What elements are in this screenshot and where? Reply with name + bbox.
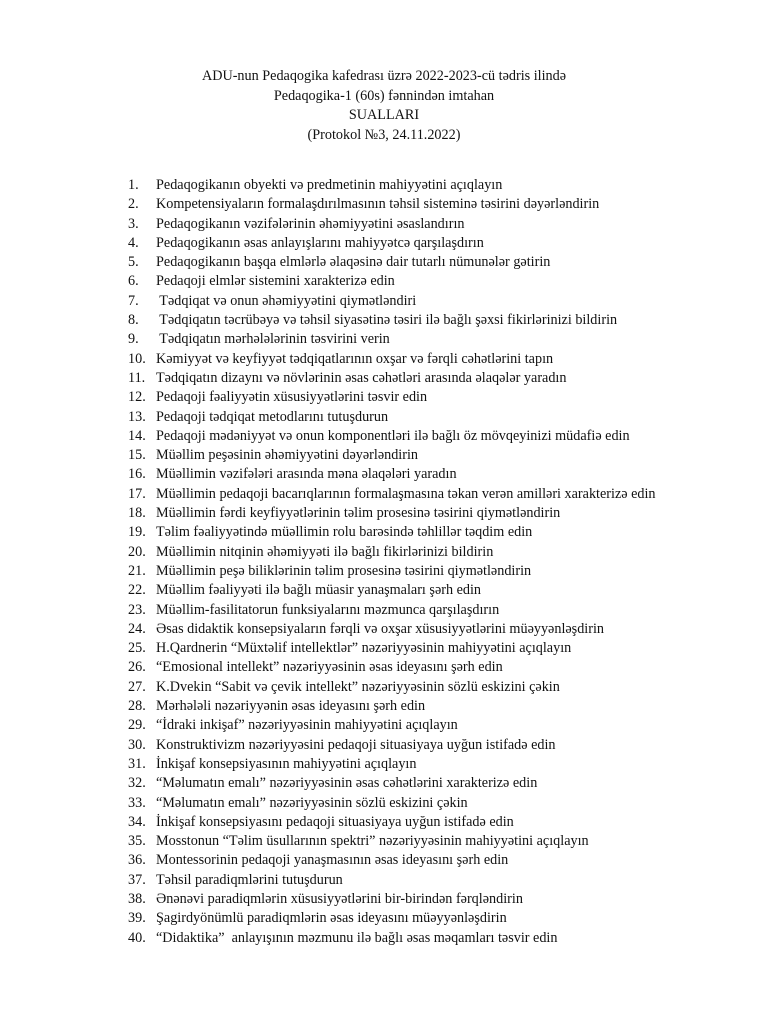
question-item — [128, 562, 656, 581]
question-number: 16. — [128, 466, 146, 483]
question-text: Müəllimin pedaqoji bacarıqlarının formalaşmasına təkan verən amilləri xarakterizə edin — [156, 485, 656, 502]
question-number: 34. — [128, 813, 146, 830]
question-number: 29. — [128, 717, 146, 734]
question-number: 12. — [128, 389, 146, 406]
question-number: 31. — [128, 755, 146, 772]
question-number: 19. — [128, 524, 146, 541]
question-number: 3. — [128, 215, 139, 232]
question-item — [128, 292, 656, 311]
question-number: 10. — [128, 350, 146, 367]
question-number: 18. — [128, 505, 146, 522]
question-text: Müəllimin peşə biliklərinin təlim prosesinə təsirini qiymətləndirin — [156, 562, 532, 579]
question-item — [128, 465, 656, 484]
question-item — [128, 369, 656, 388]
question-text: Müəllim-fasilitatorun funksiyalarını məzmunca qarşılaşdırın — [156, 601, 500, 618]
question-item — [128, 813, 656, 832]
question-item — [128, 427, 656, 446]
question-text: H.Qardnerin “Müxtəlif intellektlər” nəzəriyyəsinin mahiyyətini açıqlayın — [156, 640, 572, 657]
question-number: 36. — [128, 852, 146, 869]
question-item — [128, 388, 656, 407]
question-number: 22. — [128, 582, 146, 599]
question-text: Pedaqogikanın əsas anlayışlarını mahiyyətcə qarşılaşdırın — [156, 234, 484, 251]
question-list — [128, 176, 656, 948]
question-text: Mosstonun “Təlim üsullarının spektri” nəzəriyyəsinin mahiyyətini açıqlayın — [156, 833, 589, 850]
question-text: Təhsil paradiqmlərini tutuşdurun — [156, 871, 343, 888]
question-number: 26. — [128, 659, 146, 676]
question-text: Müəllimin fərdi keyfiyyətlərinin təlim prosesinə təsirini qiymətləndirin — [156, 505, 561, 522]
question-number: 1. — [128, 177, 139, 193]
question-item — [128, 755, 656, 774]
question-item — [128, 350, 656, 369]
question-number: 33. — [128, 794, 146, 811]
question-text: “Məlumatın emalı” nəzəriyyəsinin əsas cəhətlərini xarakterizə edin — [156, 775, 538, 792]
question-number: 21. — [128, 562, 146, 579]
question-text: Tədqiqat və onun əhəmiyyətini qiymətləndiri — [156, 292, 417, 309]
question-item — [128, 195, 656, 214]
question-text: Pedaqoji elmlər sistemini xarakterizə edin — [156, 273, 395, 290]
question-text: Pedaqoji fəaliyyətin xüsusiyyətlərini təsvir edin — [156, 389, 428, 406]
question-number: 23. — [128, 601, 146, 618]
question-text: Təlim fəaliyyətində müəllimin rolu barəsində təhlillər təqdim edin — [156, 524, 533, 541]
question-item — [128, 543, 656, 562]
question-item — [128, 234, 656, 253]
question-text: Müəllimin nitqinin əhəmiyyəti ilə bağlı fikirlərinizi bildirin — [156, 543, 494, 560]
question-number: 9. — [128, 331, 139, 348]
question-number: 14. — [128, 427, 146, 444]
question-item — [128, 832, 656, 851]
question-number: 25. — [128, 640, 146, 657]
question-number: 4. — [128, 234, 139, 251]
question-item — [128, 678, 656, 697]
question-item — [128, 330, 656, 349]
question-item — [128, 736, 656, 755]
question-number: 5. — [128, 254, 139, 271]
question-text: Konstruktivizm nəzəriyyəsini pedaqoji situasiyaya uyğun istifadə edin — [156, 736, 556, 753]
question-text: “Didaktika” anlayışının məzmunu ilə bağlı əsas məqamları təsvir edin — [156, 929, 558, 946]
question-number: 7. — [128, 292, 139, 309]
header-title: SUALLARI — [348, 107, 420, 123]
question-item — [128, 871, 656, 890]
header-line-1: ADU-nun Pedaqogika kafedrası üzrə 2022-2023-cü tədris ilində — [201, 68, 567, 84]
question-number: 13. — [128, 408, 146, 425]
header-line-2: Pedaqogika-1 (60s) fənnindən imtahan — [273, 87, 495, 104]
question-text: Tədqiqatın dizaynı və növlərinin əsas cəhətləri arasında əlaqələr yaradın — [156, 369, 567, 386]
question-number: 24. — [128, 620, 146, 637]
question-text: Ənənəvi paradiqmlərin xüsusiyyətlərini bir-birindən fərqləndirin — [156, 890, 523, 907]
question-item — [128, 774, 656, 793]
document-header — [0, 67, 768, 145]
question-text: Pedaqogikanın başqa elmlərlə əlaqəsinə dair tutarlı nümunələr gətirin — [156, 254, 551, 271]
question-item — [128, 909, 656, 928]
question-text: İnkişaf konsepsiyasını pedaqoji situasiyaya uyğun istifadə edin — [156, 813, 514, 830]
question-item — [128, 253, 656, 272]
question-item — [128, 716, 656, 735]
question-text: Pedaqoji tədqiqat metodlarını tutuşdurun — [156, 408, 389, 425]
question-item — [128, 929, 656, 948]
question-item — [128, 794, 656, 813]
question-text: “Məlumatın emalı” nəzəriyyəsinin sözlü eskizini çəkin — [156, 794, 468, 811]
question-text: Mərhələli nəzəriyyənin əsas ideyasını şərh edin — [156, 698, 426, 715]
question-number: 32. — [128, 775, 146, 792]
question-item — [128, 446, 656, 465]
question-number: 40. — [128, 929, 146, 946]
question-text: Şagirdyönümlü paradiqmlərin əsas ideyasını müəyyənləşdirin — [156, 910, 507, 927]
question-item — [128, 697, 656, 716]
question-number: 27. — [128, 678, 146, 695]
question-number: 17. — [128, 485, 146, 502]
header-protocol: (Protokol №3, 24.11.2022) — [307, 126, 461, 143]
question-number: 6. — [128, 273, 139, 290]
question-number: 11. — [128, 369, 146, 386]
question-text: Pedaqogikanın vəzifələrinin əhəmiyyətini əsaslandırın — [156, 215, 465, 232]
question-item — [128, 215, 656, 234]
question-number: 35. — [128, 833, 146, 850]
question-item — [128, 485, 656, 504]
question-text: Pedaqoji mədəniyyət və onun komponentləri ilə bağlı öz mövqeyinizi müdafiə edin — [156, 427, 630, 444]
question-text: Kəmiyyət və keyfiyyət tədqiqatlarının oxşar və fərqli cəhətlərini tapın — [156, 350, 554, 367]
question-text: Tədqiqatın təcrübəyə və təhsil siyasətinə təsiri ilə bağlı şəxsi fikirlərinizi bildirin — [156, 312, 618, 329]
question-number: 30. — [128, 736, 146, 753]
question-text: Müəllimin vəzifələri arasında məna əlaqələri yaradın — [156, 466, 457, 483]
question-text: Montessorinin pedaqoji yanaşmasının əsas ideyasını şərh edin — [156, 852, 509, 869]
question-number: 2. — [128, 196, 139, 213]
question-text: Əsas didaktik konsepsiyaların fərqli və oxşar xüsusiyyətlərini müəyyənləşdirin — [156, 620, 604, 637]
question-text: “İdraki inkişaf” nəzəriyyəsinin mahiyyətini açıqlayın — [156, 717, 458, 734]
question-item — [128, 658, 656, 677]
question-number: 20. — [128, 543, 146, 560]
question-number: 39. — [128, 910, 146, 927]
question-item — [128, 272, 656, 291]
question-number: 15. — [128, 447, 146, 464]
question-item — [128, 890, 656, 909]
question-text: Pedaqogikanın obyekti və predmetinin mahiyyətini açıqlayın — [156, 177, 503, 193]
question-text: “Emosional intellekt” nəzəriyyəsinin əsas ideyasını şərh edin — [156, 659, 503, 676]
question-item — [128, 523, 656, 542]
question-item — [128, 176, 656, 195]
question-item — [128, 851, 656, 870]
question-item — [128, 601, 656, 620]
question-item — [128, 639, 656, 658]
question-number: 28. — [128, 698, 146, 715]
question-text: K.Dvekin “Sabit və çevik intellekt” nəzəriyyəsinin sözlü eskizini çəkin — [156, 678, 560, 695]
question-number: 38. — [128, 890, 146, 907]
question-text: Kompetensiyaların formalaşdırılmasının təhsil sisteminə təsirini dəyərləndirin — [156, 196, 600, 213]
question-text: Müəllim fəaliyyəti ilə bağlı müasir yanaşmaları şərh edin — [156, 582, 482, 599]
question-item — [128, 581, 656, 600]
question-item — [128, 620, 656, 639]
question-text: Tədqiqatın mərhələlərinin təsvirini verin — [156, 331, 390, 348]
question-item — [128, 504, 656, 523]
question-item — [128, 311, 656, 330]
question-text: Müəllim peşəsinin əhəmiyyətini dəyərləndirin — [156, 447, 419, 464]
question-number: 8. — [128, 312, 139, 329]
question-number: 37. — [128, 871, 146, 888]
question-item — [128, 408, 656, 427]
question-text: İnkişaf konsepsiyasının mahiyyətini açıqlayın — [156, 755, 417, 772]
